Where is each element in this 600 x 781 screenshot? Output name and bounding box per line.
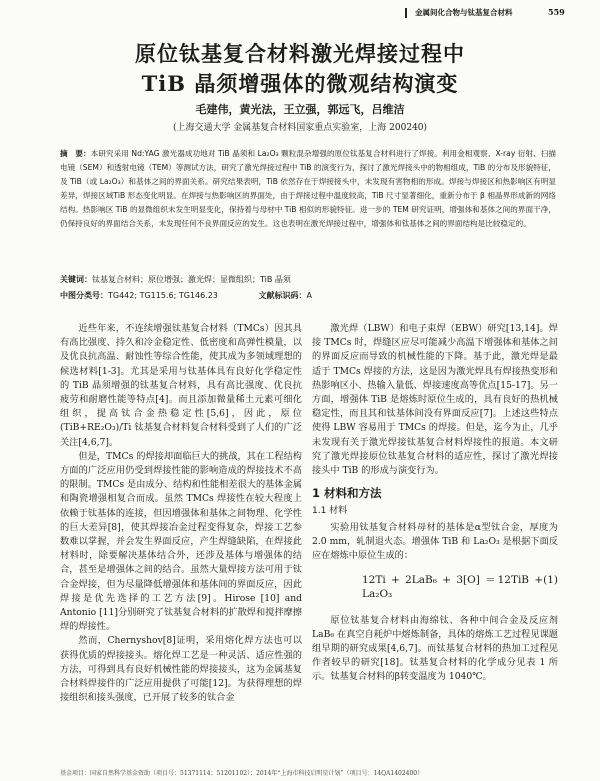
- equation: [312, 573, 558, 601]
- abstract: [60, 147, 556, 232]
- authors: 毛建伟，黄光法，王立强，郭远飞，吕维洁: [195, 103, 405, 116]
- abstract-text: 本研究采用 Nd:YAG 激光器成功地对 TiB 晶须和 La₂O₃ 颗粒混杂增强的原位钛基复合材料进行了焊接。利用金相观察、X-ray 衍射、扫描电镜（SEM）和透射电镜（TEM）等测试方法，研究了激光焊接过程中 TiB 的演变行为，探讨了激光焊接头中的物相组成，TiB 的分布及形貌特征，及 TiB（或 La₂O₃）和基体之间的界面关系。研究结果表明，TiB 依然存在于焊接接头中，未发现有害物相的形成。焊接与焊接区和热影响区有明显差异，焊接区域TiB 形态变化明显。在焊接与热影响区的界面处，由于焊接过程中温度较高，TiB 尺寸显著细化，重新分布于 β 相晶界形成新的网络结构。热影响区 TiB 的显微组织未发生明显变化，保持着与母材中 TiB 相似的形貌特征。进一步的 TEM 研究证明，增强体和基体之间的界面干净，仍保持良好的界面结合关系，未发现任何不良界面反应的发生。这也表明在激光焊接过程中，增强体和钛基体之间的界面结构是比较稳定的。: [60, 149, 557, 229]
- paragraph: 近些年来，不连续增强钛基复合材料（TMCs）因其具有高比强度、持久和冷金稳定性、低密度和高弹性模量，以及优良抗高温、耐蚀性等综合性能，使其成为多领域理想的候选材料[1-3]。尤其是采用与钛基体具有良好化学稳定性的 TiB 晶须增强的钛基复合材料，具有高比强度、优良抗疲劳和耐磨性能等特点[4]。而且添加微量稀土元素可细化组织，提高钛合金热稳定性[5,6]，因此，原位(TiB+RE₂O₃)/Ti 钛基复合材料复合材料受到了人们的广泛关注[4,6,7]。: [60, 323, 302, 448]
- abstract-label: 摘 要：: [60, 149, 91, 158]
- doc-code-label: 文献标识码：: [258, 291, 307, 300]
- keywords-text: 钛基复合材料；原位增强；激光焊；显微组织；TiB 晶须: [92, 275, 291, 284]
- classification: [60, 290, 312, 301]
- funding-footnote: 基金项目：国家自然科学基金资助（项目号：51371114；51201102）；2014年“上海市科技启明星计划”（项目号：14QA1402400）: [60, 770, 424, 777]
- affiliation: (上海交通大学 金属基复合材料国家重点实验室，上海 200240): [172, 123, 428, 133]
- doc-code: A: [306, 291, 312, 300]
- left-column: [60, 322, 302, 705]
- paper-title-line2: TiB 晶须增强体的微观结构演变: [141, 71, 459, 96]
- paper-title-line1: 原位钛基复合材料激光焊接过程中: [135, 41, 465, 66]
- equation-body: 12Ti + 2LaB₆ + 3[O] ＝12TiB + La₂O₃: [362, 574, 544, 601]
- paragraph: 但是，TMCs 的焊接却面临巨大的挑战，其在工程结构方面的广泛应用仍受到焊接性能的影响造成的焊接技术不高的限制。TMCs 是由成分、结构和性能相差很大的基体金属和陶瓷增强相复合而成。虽然 TMCs 焊接性在较大程度上依赖于钛基体的连接，但因增强体和基体之间物理、化学性的巨大差异[8]，使其焊接冶金过程变得复杂，焊接工艺参数难以掌握，并会发生界面反应，产生焊缝缺陷，在焊接此材料时，除要解决基体结合外，还涉及基体与增强体的结合，甚至是增强体之间的结合。虽然大量焊接方法可用于钛合金焊接，但为尽量降低增强体和基体间的界面反应，因此焊接是优先选择的工艺方法[9]。Hirose [10] and Antonio [11]分别研究了钛基复合材料的扩散焊和搅拌摩擦焊的焊接性。: [60, 450, 302, 633]
- page-number: 559: [548, 7, 565, 17]
- keywords-label: 关键词：: [60, 275, 92, 284]
- header-section-title: 金属间化合物与钛基复合材料: [415, 8, 513, 17]
- clc-code: TG442; TG115.6; TG146.23: [108, 291, 218, 300]
- paragraph: 原位钛基复合材料由海绵钛、各种中间合金及反应剂 LaB₆ 在真空自耗炉中熔炼制备，具体的熔炼工艺过程见课题组早期的研究成果[4,6,7]。而钛基复合材料的热加工过程见作者较早的研究[18]。钛基复合材料的化学成分见表 1 所示。钛基复合材料的β转变温度为 1040℃。: [312, 614, 558, 683]
- running-header: [0, 0, 600, 22]
- header-divider: [405, 8, 407, 18]
- paragraph: 激光焊（LBW）和电子束焊（EBW）研究[13,14]。焊接 TMCs 时，焊缝区应尽可能减少高温下增强体和基体之间的界面反应而导致的机械性能的下降。基于此，激光焊是最适于 TMCs 焊接的方法，这是因为激光焊具有焊接热变形和热影响区小、热输入量低、焊接速度高等优点[15-17]。另一方面，增强体 TiB 是熔炼时原位生成的，具有良好的热机械稳定性，而且其和钛基体间没有界面反应[7]。上述这些特点使得 LBW 容易用于 TMCs 的焊接。但是，迄今为止，几乎未发现有关于激光焊接钛基复合材料焊接性的报道。本文研究了激光焊接原位钛基复合材料的适应性，探讨了激光焊接接头中 TiB 的形成与演变行为。: [312, 323, 558, 477]
- section-heading: 1 材料和方法: [312, 486, 382, 501]
- clc-label: 中图分类号：: [60, 291, 108, 300]
- paragraph: 然而，Chernyshov[8]证明，采用熔化焊方法也可以获得优质的焊接接头。熔化焊工艺是一种灵活、适应性强的方法，可得到具有良好机械性能的焊接接头，这为金属基复合材料焊接件的广泛应用提供了可能[12]。为获得理想的焊接组织和接头强度，已开展了较多的钛合金: [60, 635, 302, 704]
- equation-number: (1): [543, 574, 558, 587]
- paragraph: 实验用钛基复合材料母材的基体是α型钛合金，厚度为 2.0 mm，轧制退火态。增强体 TiB 和 La₂O₃ 是根据下面反应在熔炼中原位生成的：: [312, 521, 558, 562]
- subsection-heading: 1.1 材料: [312, 506, 348, 517]
- keywords: [60, 274, 291, 285]
- right-column: [312, 322, 558, 685]
